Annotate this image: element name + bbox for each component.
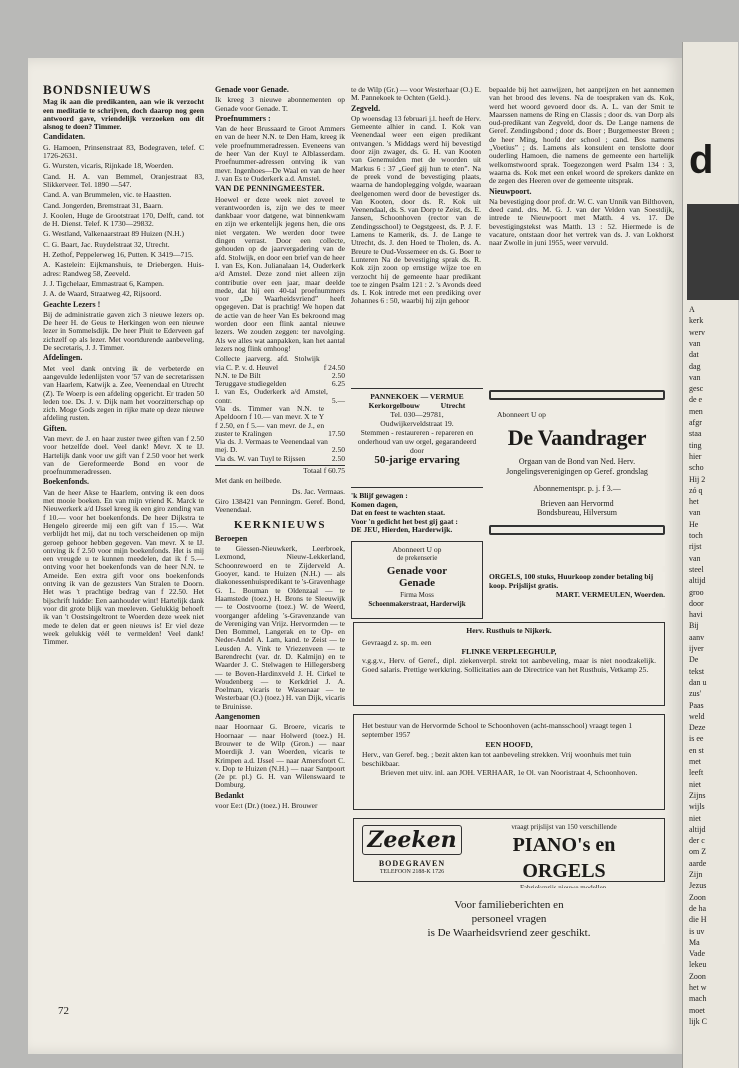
page-number: 72 (58, 1005, 69, 1017)
finance-total: Totaal f 60.75 (215, 465, 345, 475)
zeeken-logo-block (362, 825, 462, 877)
column-4 (489, 86, 674, 406)
ad-rusthuis-job: FLINKE VERPLEEGHULP, (461, 647, 557, 656)
finance-desc: N.N. te De Bilt (215, 370, 261, 380)
candidate-entry: J. J. Tigchelaar, Emmastraat 6, Kampen. (43, 278, 164, 288)
right-text-fragment: niet (689, 779, 701, 789)
zeeken-tel: TELEFOON 2188-K 1726 (379, 869, 445, 875)
right-text-fragment: is ee (689, 734, 704, 744)
right-text-fragment: wijls (689, 802, 705, 812)
ad-vaandrager-title: De Vaandrager (507, 425, 647, 450)
right-text-fragment: Jezus (689, 881, 707, 891)
right-text-fragment: Deze (689, 723, 706, 733)
right-text-fragment: mach (689, 994, 707, 1004)
ad-genade-line-2: de prekenserie (396, 554, 438, 562)
right-text-fragment: steel (689, 564, 704, 574)
called-heading: Beroepen (215, 533, 248, 543)
right-dark-band (687, 204, 739, 300)
bookfund-heading: Boekenfonds. (43, 477, 90, 487)
ad-genade-line-1: Abonneert U op (392, 545, 442, 554)
signature-2: Giro 138421 van Penningm. Geref. Bond, Veenendaal. (215, 496, 345, 515)
right-text-fragment: He (689, 519, 699, 529)
right-text-fragment: van (689, 372, 701, 382)
ad-vaandrager-org: Orgaan van de Bond van Ned. Herv. Jongelingsverenigingen op Geref. grondslag (506, 457, 648, 476)
candidate-entry: A. Kastelein: Eijkmanshuis, te Driebergen. Huis-adres: Randweg 58, Zeeveld. (43, 260, 204, 278)
ad-fam-line-3: is De Waarheidsvriend zeer geschikt. (427, 927, 591, 939)
finance-amount: 2.50 (331, 453, 345, 463)
candidate-entry: H. Zethof, Peppelerweg 16, Putten. K 3419—715. (43, 250, 194, 260)
ad-orgels (489, 572, 665, 608)
candidate-entry: Cand. H. A. van Bemmel, Oranjestraat 83, Slikkerveer. Tel. 1890 —547. (43, 171, 204, 189)
ad-pannekoek (351, 388, 483, 488)
ad-genade-firm: Firma Moss (400, 591, 434, 599)
right-text-fragment: der c (689, 836, 705, 846)
zegveld-text: Op woensdag 13 februari j.l. heeft de Herv. Gemeente alhier in cand. I. Kok van Veenendaal weer een eigen predikant ontvangen. 's Middags werd hij bevestigd door zijn zwager, ds. G. H. van Kooten van Genemuiden met de woorden uit Markus 6 : 37 „Geef gij hun te eten”. Na de preek vond de bevestiging plaats, waarna de handoplegging volgde, waaraan deelgenomen werd door de bevestiger ds. Van Kooten, door ds. R. Kok uit Veenendaal, ds. S. van Dorp te Zeist, ds. E. Jansen, Schoonhoven (rector van de Zendingsschool) te Oegstgeest, ds. P. J. F. Lamens te Kamerik, ds. J. de Lange te Utrecht, ds. J. den Hoed te Tholen, ds. A. Breure te Oud-Vossemeer en ds. G. Boer te Lunteren Na de bevestiging sprak ds. R. Kok zijn zoon op ernstige wijze toe en verzocht hij de gemeente haar predikant toe te zingen Psalm 121 : 2. 's Avonds deed ds. I. Kok intrede met een prediking over Johannes 6 : 50, waarbij hij zijn gehoor (351, 113, 481, 306)
right-text-fragment: Zijns (689, 790, 706, 800)
right-text-fragment: weld (689, 711, 705, 721)
accepted-heading: Aangenomen (215, 712, 260, 722)
finance-row (215, 438, 345, 455)
intro-text: Mag ik aan die predikanten, aan wie ik verzocht een meditatie te schrijven, doch daarop nog geen antwoord gave, vriendelijk verzoeken om dit alsnog te doen? Timmer. (43, 97, 204, 132)
finance-amount: 17.50 (328, 428, 345, 438)
section-title: BONDSNIEUWS (43, 82, 152, 97)
zeeken-logo: Zeeken (362, 825, 462, 855)
right-text-fragment: niet (689, 813, 701, 823)
ad-blijf-line-3: Dat en feest te wachten staat. (351, 508, 446, 517)
ad-familieberichten (353, 888, 665, 944)
right-text-fragment: het w (689, 983, 707, 992)
ad-rusthuis-text: v.g.g.v., Herv. of Geref., dipl. ziekenverpl. strekt tot aanbeveling, maar is niet noodzakelijk. Goed salaris. Prettige werkkring. Sollicitaties aan de Directrice van het Rusthuis, Vetkamp 25. (362, 656, 656, 674)
finance-desc: Teruggave studiegelden (215, 379, 287, 389)
right-text-fragment: tekst (689, 666, 705, 676)
treasurer-text: Hoewel er deze week niet zoveel te verantwoorden is, zijn we des te meer dankbaar voor datgene, wat binnenkwam en zijn we erkentelijk jegens hen, die ons niet vergaten. We werden door twee dingen verrast. Door een collecte, gehouden op de jaarvergadering van de afd. Stolwijk, en door een brief van de heer I. van Es, Kon. Julianalaan 14, Ouderkerk a/d Amstel. Deze zond niet alleen zijn contributie over een jaar, maar deelde mede, dat hij een 40-tal proefnummers voor „De Waarheidsvriend” heeft opgegeven. Dat is prachtig! We hopen dat de actie van de heer Van Es bekroond mag worden door een flink aantal nieuwe lezers. We zouden zeggen: ter navolging. Als we alles wat aanpakken, kan het aantal lezers nog flink omhoog! (215, 194, 345, 353)
called-text: te Giessen-Nieuwkerk, Leerbroek, Lexmond, Nieuw-Lekkerland, Schoonrewoerd en te Zijderveld A. Gooyer, kand. te Huizen (N.H.) — als diakonessenhuispredikant te 's-Gravenhage G. L. Bouman te Oldenzaal — te Haamstede (toez.) H. Brons te Sleeuwijk — te Oostvoorne (toez.) W. de Weerd, voorganger afdeling 's-Gravenzande van de Vereniging van Vrijz. Hervormden — te Den Bommel, Langerak en te Op- en Neder-Andel A. Lam, kand. te Zeist — te Leusden A. Vink te Vriezenveen — te Barendrecht (var. dr. D. Kalmijn) en te Waarder J. C. Stelwagen te Hillegersberg — te Boven-Hardinxveld J. H. Cirkel te Woudenberg — te Kerkdriel J. A. Poelman, vicaris te Wassenaar — te Westerbaar (O.) (toez.) H. van Dijk, vicaris te Bruinisse. (215, 544, 345, 711)
right-text-fragment: leeft (689, 768, 704, 778)
right-text-fragment: dag (689, 361, 701, 371)
finance-desc: Via ds. Timmer van N.N. te Apeldoorn f 10.— van mevr. X te Y f 2.50, en f 5.— van mevr. de J., en zuster te Kralingen (215, 403, 325, 438)
right-text-fragment: groo (689, 587, 704, 597)
right-text-fragment: moet (689, 1005, 705, 1015)
ad-pannekoek-sub: Kerkorgelbouw Utrecht (368, 401, 466, 410)
right-text-fragment: rijst (689, 542, 702, 552)
finance-row (215, 355, 345, 372)
candidate-entry: Cand. Jongerden, Bremstraat 31, Baarn. (43, 200, 163, 210)
right-text-fragment: ting (689, 440, 702, 450)
genade-heading: Genade voor Genade. (215, 85, 289, 94)
finance-amount: 6.25 (331, 379, 345, 389)
ad-blijf-line-4: Voor 'n gedicht het best gij gaat : (351, 516, 458, 526)
right-text-fragment: die H (689, 915, 707, 925)
right-text-fragment: toch (689, 531, 703, 540)
readers-heading: Geachte Lezers ! (43, 299, 101, 309)
ad-blijf-line-1: 'k Blijf gewagen : (351, 491, 408, 500)
finance-desc: Via ds. W. van Tuyl te Rijssen (215, 453, 306, 463)
declined-text: voor Ee:t (Dr.) (toez.) H. Brouwer (215, 801, 318, 811)
right-text-fragment: Zoon (689, 971, 706, 981)
ad-school-addr: Brieven met uitv. inl. aan JOH. VERHAAR, 1e Ol. van Nooristraat 4, Schoonhoven. (380, 768, 638, 777)
candidate-entry: G. Westland, Valkenaarstraat 89 Huizen (N.H.) (43, 229, 184, 239)
right-text-fragment: afgr (689, 418, 702, 427)
ad-genade (351, 541, 483, 619)
proef-text: Van de heer Brussaard te Groot Ammers en van de heer N.N. te Den Ham, kreeg ik vele proefnummeradressen. Eveneens van de heer Van der Kuyl te Alblasserdam. Proefnummer-adressen ontving ik van mevr. Ingenhoes—De Waal en van de heer J. van Es te Ouderkerk a.d. Amstel. (215, 124, 345, 183)
proef-heading: Proefnummers : (215, 113, 271, 123)
finance-amount: 2.50 (331, 370, 345, 380)
ad-orgels-name: MART. VERMEULEN, Woerden. (555, 590, 665, 599)
ad-orgels-line: ORGELS, 100 stuks, Huurkoop zonder betaling bij koop. Prijslijst gratis. (489, 572, 654, 590)
finance-amount: 5.— (331, 395, 345, 405)
finance-desc: Collecte jaarverg. afd. Stolwijk via C. P. v. d. Heuvel (215, 354, 320, 372)
ad-vaandrager-price: Abonnementspr. p. j. f 3.— (533, 484, 621, 493)
right-text-fragment: altijd (689, 824, 706, 834)
column-3 (351, 86, 481, 366)
right-text-fragment: door (689, 598, 704, 608)
right-text-fragment: Ma (689, 937, 700, 947)
right-text-fragment: en st (689, 745, 704, 755)
readers-text: Bij de administratie gaven zich 3 nieuwe lezers op. De heer H. de Geus te Herkingen won een nieuwe lezer in Sommelsdijk. De heer Pluit te Ederveen gaf zichzelf op als lezer. Met voortdurende aanbeveling, De secretaris, J. J. Timmer. (43, 309, 204, 353)
right-text-fragment: havi (689, 610, 703, 620)
right-text-fragment: is uv (689, 926, 705, 936)
right-text-fragment: scho (689, 463, 704, 473)
ad-pannekoek-tel: Tel. 030—29781, (390, 410, 444, 419)
zeeken-town: BODEGRAVEN (378, 859, 446, 868)
right-text-fragment: van (689, 508, 701, 518)
ad-school-job: EEN HOOFD, (485, 740, 533, 749)
candidate-entry: C. G. Baart, Jac. Ruydelstraat 32, Utrecht. (43, 239, 170, 249)
branches-heading: Afdelingen. (43, 353, 83, 363)
piano-big: PIANO's en ORGELS (512, 834, 616, 882)
right-text-fragment: de ha (689, 903, 707, 913)
candidate-entry: G. Hamoen, Prinsenstraat 83, Bodegraven, telef. C 1726-2631. (43, 142, 204, 161)
ad-pannekoek-title: PANNEKOEK — VERMUE (370, 392, 464, 401)
right-text-fragment: lijk C (689, 1016, 708, 1026)
right-text-fragment: altijd (689, 576, 706, 586)
church-news-title: KERKNIEUWS (233, 518, 327, 531)
ad-rusthuis-ask: Gevraagd z. sp. m. een (362, 638, 432, 647)
right-text-fragment: Zoon (689, 892, 706, 902)
candidates-list (43, 144, 204, 299)
gifts-text: Van mevr. de J. en haar zuster twee giften van f 2.50 voor hetzelfde doel. Veel dank! Mevr. X te IJ. Hartelijk dank voor uw gift van f 2.50 voor het werk van de Gereformeerde Bond en voor de proefnummeradressen. (43, 433, 204, 477)
ad-vaandrager-top: Abonneert U op (497, 410, 546, 419)
branches-text: Met veel dank ontving ik de verbeterde en aangevulde ledenlijsten voor '57 van de secretarissen van Haarlem, Katwijk a. Zee, Veenendaal en Utrecht (Z). Te Woerp is een afdeling opgericht. Er traden 50 leden toe. Ds. J. v. Dijk nam het voorzitterschap op zich. Moge Gods zegen in rijke mate op deze nieuwe afdeling rusten. (43, 363, 204, 423)
right-text-fragment: dan u (689, 677, 707, 687)
right-text-fragment: De (689, 655, 699, 665)
piano-block (469, 823, 659, 882)
thanks-text: Met dank en heilbede. (215, 476, 282, 486)
right-text-fragment: Zijn (689, 870, 703, 879)
right-text-fragment: Paas (689, 700, 704, 710)
right-text-fragment: met (689, 757, 701, 766)
candidates-heading: Candidaten. (43, 132, 86, 142)
ad-vaandrager-addr-2: Bondsbureau, Hilversum (537, 508, 617, 517)
right-text-fragment: aarde (689, 858, 707, 868)
right-text-fragment: men (689, 406, 703, 416)
ad-pannekoek-big: 50-jarige ervaring (374, 454, 460, 466)
ad-vaandrager (489, 390, 665, 566)
right-text-fragment: de e (689, 395, 703, 405)
right-text-fragment: lekeu (689, 960, 707, 970)
ad-school-req: Herv., van Geref. beg. ; bezit akten kan tot aanbeveling strekken. Vrij woonhuis met tuin beschikbaar. (362, 750, 632, 768)
nieuwpoort-heading: Nieuwpoort. (489, 186, 532, 196)
col3-top-text: te de Wilp (Gr.) — voor Westerhaar (O.) E. M. Pannekoek te Ochten (Geld.). (351, 85, 481, 103)
signature-1: Ds. Jac. Vermaas. (292, 486, 345, 496)
right-text-fragment: van (689, 338, 701, 348)
ad-genade-title: Genade voor Genade (386, 565, 448, 589)
ad-fam-line-1: Voor familieberichten en (454, 899, 564, 911)
right-text-fragment: A (689, 305, 695, 314)
piano-top: vraagt prijslijst van 150 verschillende (511, 823, 617, 831)
ad-blijf-line-2: Komen dagen, (351, 499, 398, 509)
finance-amount: 2.50 (331, 445, 345, 455)
ad-blijf-line-5: DE JEU, Hierden, Harderwijk. (351, 525, 453, 534)
candidate-entry: J. A. de Waard, Straatweg 42, Rijsoord. (43, 289, 162, 299)
right-big-letter: d (689, 138, 714, 182)
right-text-fragment: werv (689, 327, 705, 337)
decorative-border-bottom (489, 525, 665, 535)
ad-pannekoek-line: Stemmen - restaureren - repareren en onderhoud van uw orgel, gegarandeerd door (357, 428, 477, 455)
candidate-entry: Cand. A. van Brummelen, vic. te Haastten. (43, 190, 172, 200)
accepted-text: naar Hoornaar G. Broere, vicaris te Hoornaar — naar Holwerd (toez.) H. Brouwer te de Wilp (Gron.) — naar Moerdijk J. van Woerden, vicaris te Krimpen a.d. IJssel — naar Amersfoort C. v. Dop te Huizen (N.H.) — naar Santpoort (2e pr. pl.) G. H. van Wilenswaard te Domburg. (215, 722, 345, 790)
column-1 (43, 82, 204, 936)
right-text-fragment: zus' (689, 689, 702, 699)
ad-pannekoek-addr: Oudwijkerveldstraat 19. (380, 419, 454, 428)
right-page (682, 42, 738, 1068)
column-2 (215, 86, 345, 946)
right-text-fragment: zó q (689, 485, 703, 495)
right-text-fragment: Vade (689, 949, 705, 959)
treasurer-heading: VAN DE PENNINGMEESTER. (215, 184, 325, 194)
ad-genade-addr: Schoenmakerstraat, Harderwijk (368, 600, 466, 608)
candidate-entry: J. Koolen, Huge de Grootstraat 170, Delft, cand. tot de H. Dienst. Telef. K 1730—29832. (43, 210, 204, 229)
ad-rusthuis-title: Herv. Rusthuis te Nijkerk. (466, 626, 552, 635)
finance-desc: Via ds. J. Vermaas te Veenendaal van mej. D. (215, 437, 328, 455)
ad-zeeken-piano (353, 818, 665, 882)
right-text-fragment: ijver (689, 644, 704, 653)
right-text-fragment: gesc (689, 384, 704, 394)
ad-school-text: Het bestuur van de Hervormde School te Schoonhoven (acht-mansschool) vraagt tegen 1 september 1957 (362, 721, 633, 739)
finance-row (215, 455, 345, 463)
finance-list (215, 355, 345, 463)
right-text-fragment: dat (689, 350, 699, 360)
ad-blijf (351, 492, 483, 537)
right-text-fragment: van (689, 553, 701, 563)
ad-rusthuis (353, 622, 665, 706)
col4-text: bepaalde bij het aanwijzen, het aanprijzen en het aannemen van het brood des levens. Na de toespraken van ds. Kok, werd het woord gevoerd door ds. A. L. van der Smit te Maarssen namens de Ring en Classis ; door ds. van Dorp als oud-predikant van Zegveld, door ds. De Lange namens de Geref. Zendingsbond ; door ds. Boer ; Burgemeester Breen ; de heer Ming, hoofd der school ; cand. Bos namens „Voetius” ; ds. Lamens als konsulent en tenslotte door ouderling Hamoen, die namens de gemeente een hartelijk welkomstwoord sprak. Toegezongen werd Psalm 134 : 3, waarna ds. Kok met een enkel woord de sprekers dankte en de zegen des Heeren over de gemeente uitsprak. (489, 85, 674, 186)
bookfund-text: Van de heer Akse te Haarlem, ontving ik een doos met mooie boeken. En van mijn vriend K. Marck te Nieuwerkerk a/d IJssel kreeg ik een giro zending van f 10.— voor het boekenfonds. De heer Dijkstra te Hengelo gireerde mij een gift van f 15.—. Wat verblijdt het mij, dat nu toch verscheidenen op mijn geroep gehoor hebben gegeven. Van mevr. X te IJ. ontving ik f 2.50 voor mijn boekenfonds. Het is mij een vreugde u te kunnen meedelen, dat ik f 5.— ontving voor het boekenfonds van de heer N.N. te Ameide. Een extra gift voor ons boekenfonds ontving ik van de gezusters Van Stralen te Doorn. Het was 't prachtige bedrag van f 22.50. Het bijschrift luidde: Een aanhouder wint! Hartelijk dank voor dit grote blijk van meeleven. Gelukkig behoeft ik van 't Oostsingeltront te Woerden deze week niet mede te delen dat er geen nieuws is! Er viel deze week gelukkig véél te vermelden! Veel dank! Timmer. (43, 487, 204, 647)
right-text-fragment: Bij (689, 621, 699, 631)
finance-desc: I. van Es, Ouderkerk a/d Amstel, contr. (215, 387, 328, 405)
gifts-heading: Giften. (43, 423, 67, 433)
right-text-fragment: om Z (689, 847, 707, 857)
right-text-fragment: Hij 2 (689, 474, 706, 484)
finance-amount: f 24.50 (323, 362, 345, 372)
finance-row (215, 405, 345, 438)
candidate-entry: G. Wursten, vicaris, Rijnkade 18, Woerden. (43, 161, 174, 171)
right-text-fragment: het (689, 497, 699, 507)
right-text-fragment: staa (689, 429, 702, 439)
right-text-fragment: kerk (689, 316, 704, 326)
genade-text: Ik kreeg 3 nieuwe abonnementen op Genade voor Genade. T. (215, 95, 345, 113)
declined-heading: Bedankt (215, 790, 244, 800)
ad-school (353, 714, 665, 810)
nieuwpoort-text: Na bevestiging door prof. dr. W. C. van Unnik van Bilthoven, deed cand. drs. M. G. J. van der Velden van Soestdijk, intrede te Nieuwpoort met Matth. 4 vs. 17. De bevestigingstekst was Matth. 13 : 52. Hiermede is de vacature, ontstaan door het vertrek van ds. J. van Lokhorst naar Zwolle in juni 1955, weer vervuld. (489, 196, 674, 248)
finance-row (215, 388, 345, 405)
right-text-fragment: hier (689, 451, 702, 461)
right-text-fragment: aanv (689, 632, 705, 642)
ad-fam-line-2: personeel vragen (471, 913, 547, 925)
zegveld-heading: Zegveld. (351, 103, 381, 113)
ad-vaandrager-addr-1: Brieven aan Hervormd (540, 499, 614, 508)
decorative-border-top (489, 390, 665, 400)
